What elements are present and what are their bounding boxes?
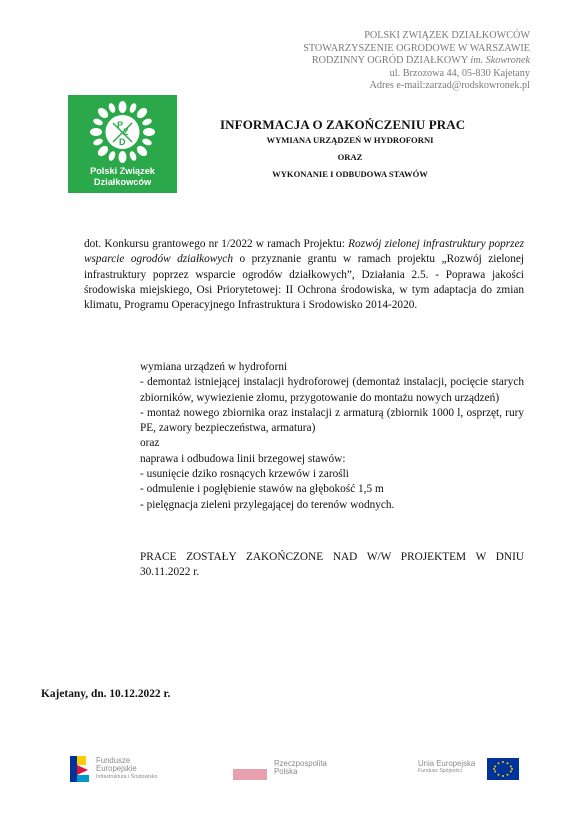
svg-text:P: P (117, 120, 124, 130)
fundusze-europejskie-icon (70, 756, 94, 782)
list-item: - usunięcie dziko rosnących krzewów i zarośli (140, 468, 349, 481)
list-item: - pielęgnacja zieleni przylegającej do terenów wodnych. (140, 498, 395, 511)
polish-flag-icon (233, 758, 267, 780)
unia-europejska-label: Unia Europejska Fundusz Spójności (418, 759, 476, 775)
completion-statement: PRACE ZOSTAŁY ZAKOŃCZONE NAD W/W PROJEKTEM W DNIU 30.11.2022 r. (140, 551, 524, 579)
project-name-italic: Rozwój zielonej infrastruktury poprzez wsparcie ogrodów działkowych (84, 238, 524, 266)
place-date: Kajetany, dn. 10.12.2022 r. (41, 688, 171, 700)
organization-header (303, 30, 530, 93)
list-item: - montaż nowego zbiornika oraz instalacji z armaturą (zbiornik 1000 l, osprzęt, rury PE, zawory bezpieczeństwa, armatura) (140, 406, 524, 435)
garden-name-italic: im. Skowronek (470, 55, 530, 67)
rzeczpospolita-polska-label: Rzeczpospolita Polska (274, 759, 327, 777)
pzd-logo (68, 95, 177, 193)
list-item: wymiana urządzeń w hydroforni (140, 361, 288, 373)
intro-paragraph: dot. Konkursu grantowego nr 1/2022 w ramach Projektu: Rozwój zielonej infrastruktury poprzez wsparcie ogrodów działkowych o przyznanie grantu w ramach projektu „Rozwój zielonej infrastruktury poprzez wsparcie ogrodów działkowych”, Działania 2.5. - Poprawa jakości środowiska miejskiego, Osi Priorytetowej: II Ochrona środowiska, w tym adaptacja do zmian klimatu, Programu Operacyjnego Infrastruktura i Srodowisko 2014-2020. (84, 238, 524, 312)
list-item: - odmulenie i pogłębienie stawów na głębokość 1,5 m (140, 483, 384, 496)
email-line: Adres e-mail:zarzad@rodskowronek.pl (369, 80, 530, 92)
svg-text:D: D (119, 137, 126, 147)
pzd-emblem-icon (88, 101, 157, 163)
org-association-line: STOWARZYSZENIE OGRODOWE W WARSZAWIE (303, 42, 530, 54)
garden-name-line: RODZINNY OGRÓD DZIAŁKOWY im. Skowronek (311, 55, 530, 67)
document-title: INFORMACJA O ZAKOŃCZENIU PRAC (220, 117, 466, 132)
svg-text:Z: Z (123, 127, 129, 137)
subtitle-oraz: ORAZ (337, 152, 363, 162)
logo-text-line2: Działkowców (93, 177, 152, 187)
logo-text-line1: Polski Związek (90, 166, 155, 176)
address-line: ul. Brzozowa 44, 05-830 Kajetany (389, 67, 530, 79)
works-list (140, 360, 524, 513)
list-item: - demontaż istniejącej instalacji hydroforowej (demontaż instalacji, pocięcie starych zbiorników, wywiezienie złomu, przygotowanie do montażu nowych urządzeń) (140, 376, 524, 404)
list-item: naprawa i odbudowa linii brzegowej stawów: (140, 452, 346, 465)
org-name-line: POLSKI ZWIĄZEK DZIAŁKOWCÓW (364, 30, 530, 41)
subtitle-hydrofornia: WYMIANA URZĄDZEŃ W HYDROFORNI (266, 135, 434, 145)
list-item: oraz (140, 437, 160, 450)
eu-flag-icon (487, 758, 519, 780)
fundusze-europejskie-label: Fundusze Europejskie Infrastruktura i Środowisko (96, 756, 158, 780)
subtitle-stawy: WYKONANIE I ODBUDOWA STAWÓW (272, 169, 428, 179)
